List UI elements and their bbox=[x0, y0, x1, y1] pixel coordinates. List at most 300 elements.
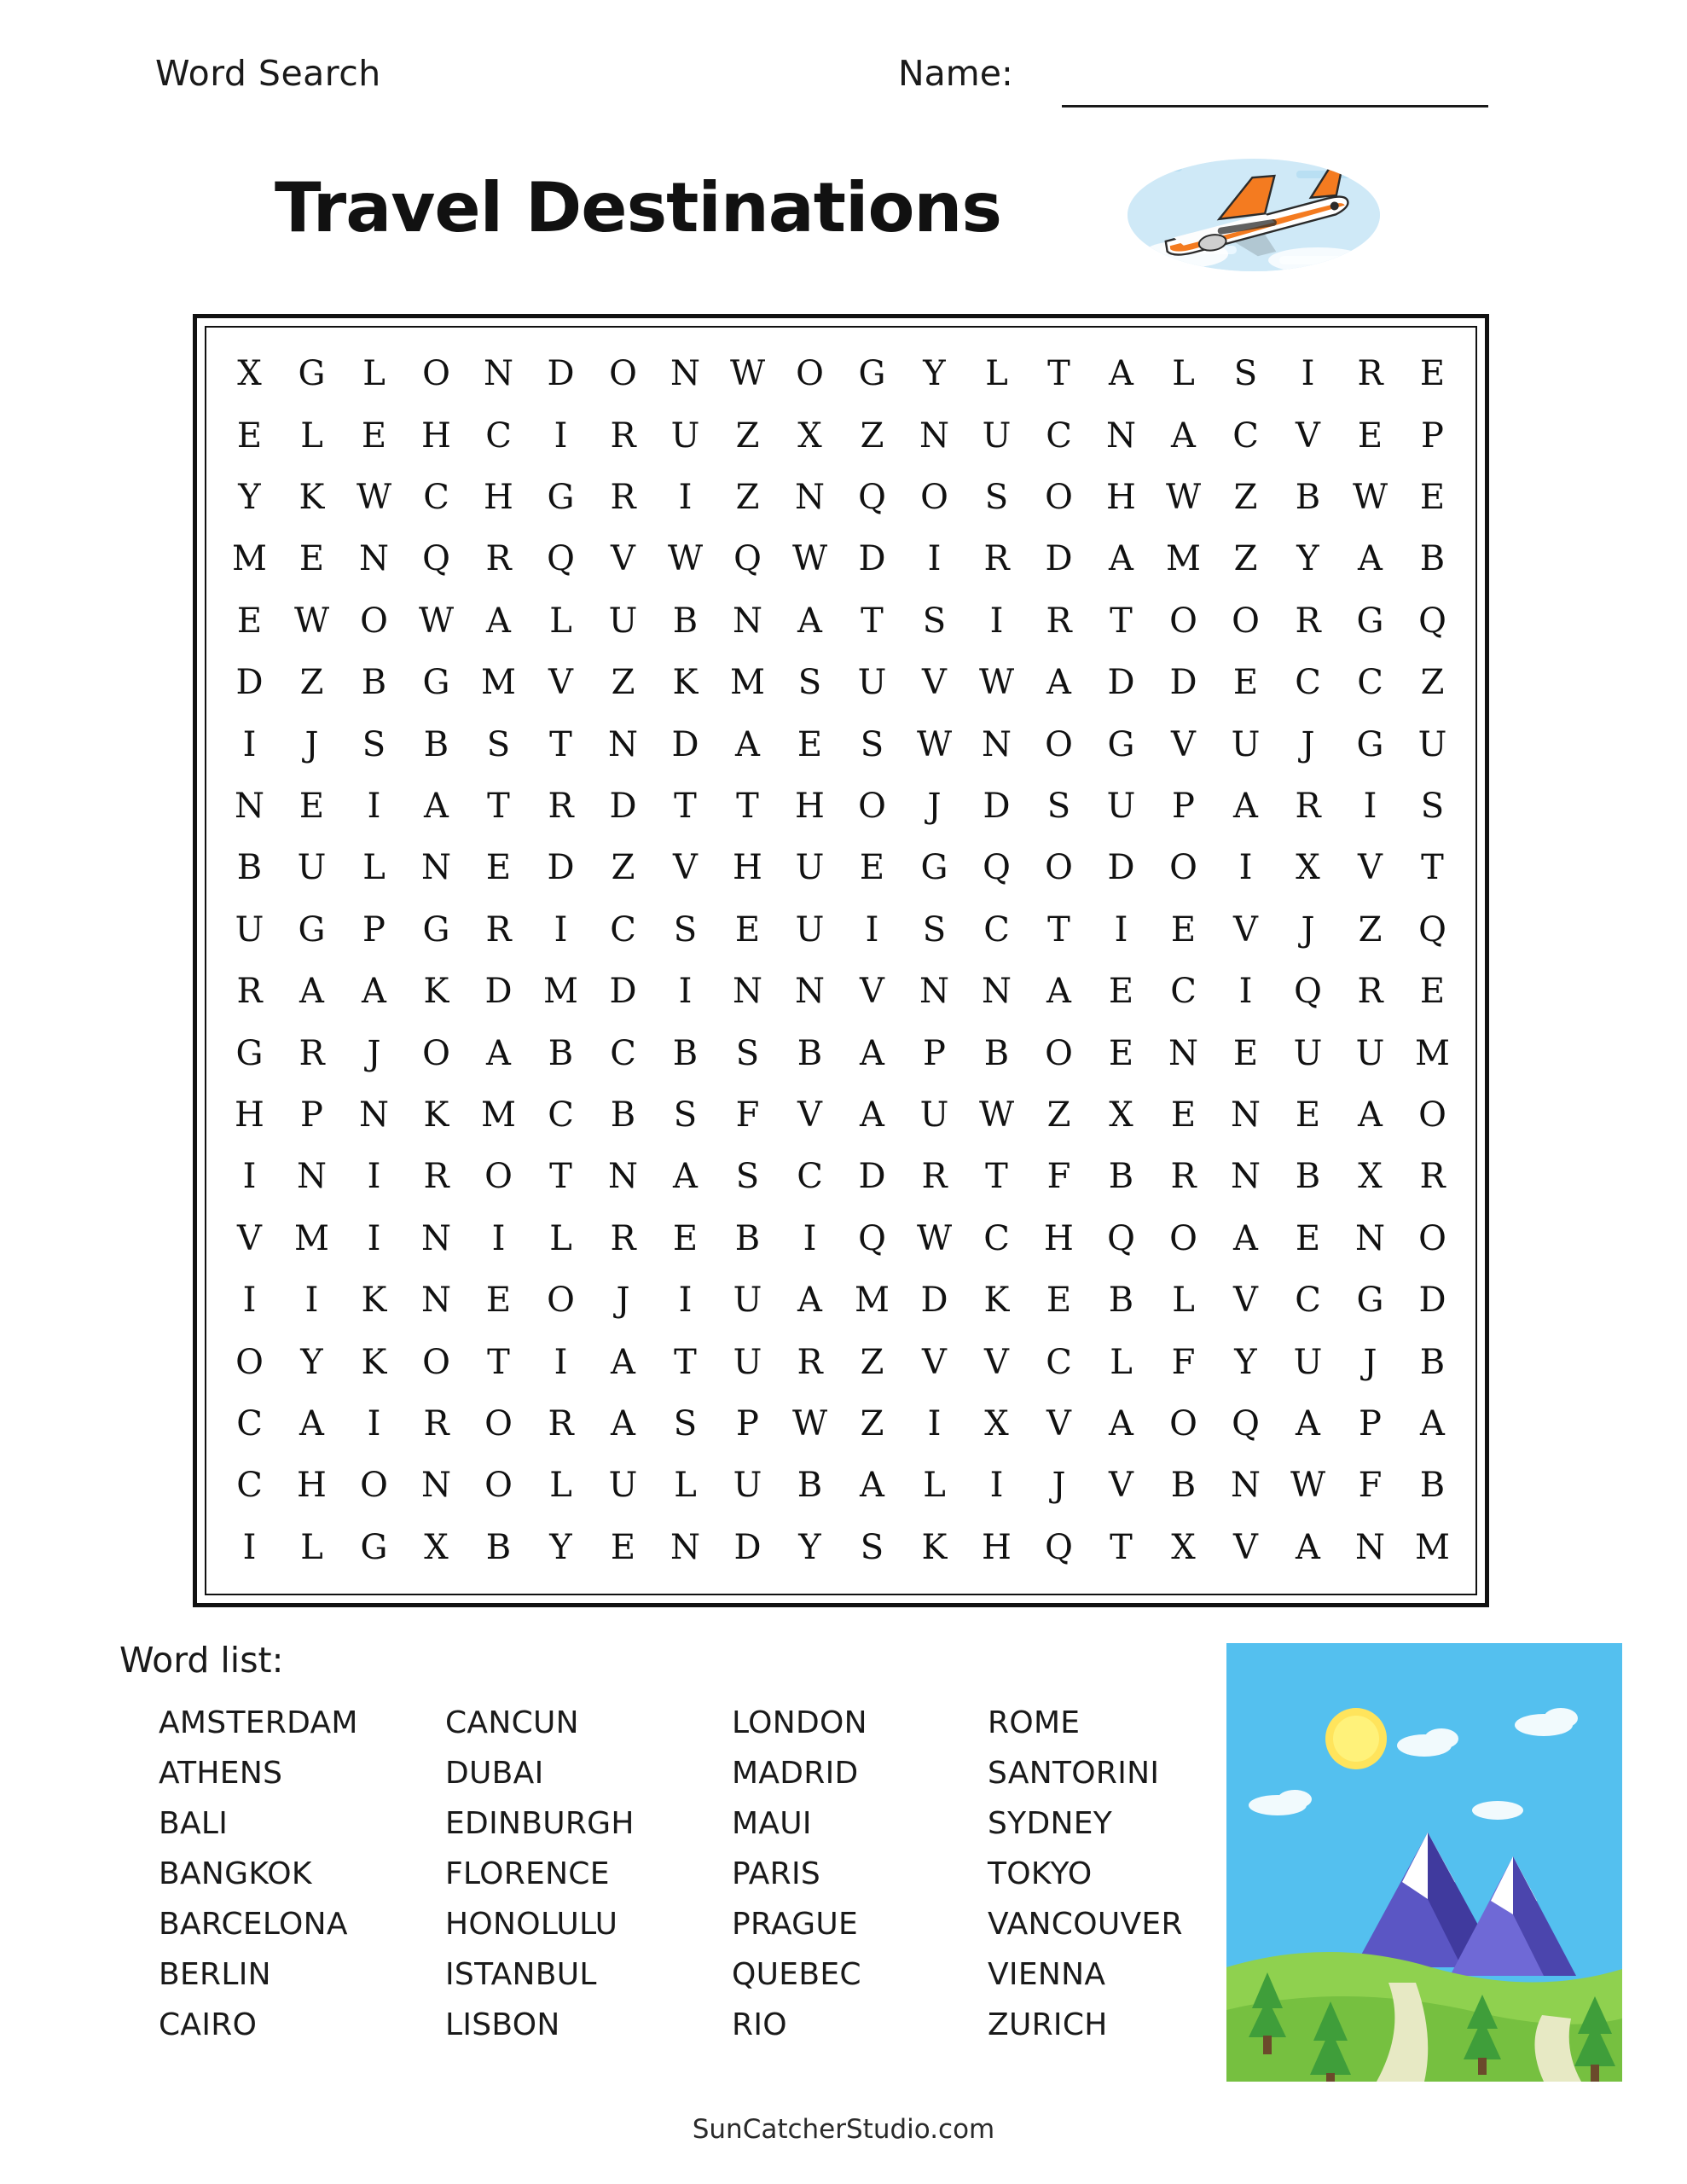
grid-cell[interactable]: V bbox=[1358, 848, 1383, 888]
grid-cell[interactable]: A bbox=[611, 1403, 635, 1443]
grid-cell[interactable]: S bbox=[860, 724, 884, 764]
grid-cell[interactable]: B bbox=[1419, 1466, 1446, 1506]
word-list-item[interactable]: HONOLULU bbox=[445, 1907, 618, 1942]
grid-cell[interactable]: S bbox=[1233, 354, 1258, 394]
grid-cell[interactable]: B bbox=[485, 1527, 512, 1567]
grid-cell[interactable]: R bbox=[610, 415, 636, 456]
grid-cell[interactable]: I bbox=[1301, 354, 1315, 394]
grid-cell[interactable]: N bbox=[421, 848, 451, 888]
grid-cell[interactable]: R bbox=[236, 972, 263, 1012]
grid-cell[interactable]: E bbox=[1419, 972, 1446, 1012]
grid-cell[interactable]: P bbox=[923, 1033, 946, 1073]
grid-cell[interactable]: R bbox=[921, 1157, 948, 1197]
grid-cell[interactable]: S bbox=[673, 1403, 698, 1443]
grid-cell[interactable]: D bbox=[1107, 663, 1135, 703]
grid-cell[interactable]: U bbox=[795, 848, 825, 888]
grid-cell[interactable]: D bbox=[235, 663, 264, 703]
word-list-item[interactable]: BERLIN bbox=[159, 1957, 271, 1992]
grid-cell[interactable]: Q bbox=[1294, 972, 1322, 1012]
grid-cell[interactable]: R bbox=[1357, 972, 1383, 1012]
grid-cell[interactable]: A bbox=[362, 972, 386, 1012]
grid-cell[interactable]: A bbox=[1109, 1403, 1133, 1443]
grid-cell[interactable]: D bbox=[1107, 848, 1135, 888]
grid-cell[interactable]: Y bbox=[549, 1527, 572, 1567]
grid-cell[interactable]: A bbox=[1046, 972, 1071, 1012]
grid-cell[interactable]: B bbox=[734, 1218, 761, 1258]
grid-cell[interactable]: U bbox=[1355, 1033, 1385, 1073]
grid-cell[interactable]: Q bbox=[1045, 1527, 1073, 1567]
grid-cell[interactable]: O bbox=[422, 354, 450, 394]
grid-cell[interactable]: S bbox=[1420, 786, 1445, 826]
grid-cell[interactable]: W bbox=[978, 663, 1015, 703]
grid-cell[interactable]: B bbox=[983, 1033, 1010, 1073]
grid-cell[interactable]: Z bbox=[860, 1342, 884, 1382]
grid-cell[interactable]: B bbox=[797, 1466, 823, 1506]
grid-cell[interactable]: E bbox=[672, 1218, 699, 1258]
grid-cell[interactable]: E bbox=[1295, 1218, 1321, 1258]
grid-cell[interactable]: W bbox=[1290, 1466, 1326, 1506]
grid-cell[interactable]: G bbox=[422, 663, 450, 703]
grid-cell[interactable]: N bbox=[608, 724, 638, 764]
grid-cell[interactable]: A bbox=[611, 1342, 635, 1382]
word-list-item[interactable]: BARCELONA bbox=[159, 1907, 348, 1942]
grid-cell[interactable]: V bbox=[673, 848, 698, 888]
grid-cell[interactable]: D bbox=[547, 354, 575, 394]
grid-cell[interactable]: G bbox=[1356, 724, 1384, 764]
grid-cell[interactable]: S bbox=[860, 1527, 884, 1567]
word-list-item[interactable]: ATHENS bbox=[159, 1756, 283, 1791]
grid-cell[interactable]: V bbox=[922, 663, 947, 703]
grid-cell[interactable]: O bbox=[1045, 724, 1073, 764]
grid-cell[interactable]: N bbox=[670, 354, 700, 394]
grid-cell[interactable]: W bbox=[916, 724, 953, 764]
grid-cell[interactable]: B bbox=[1295, 477, 1321, 517]
grid-cell[interactable]: W bbox=[667, 539, 704, 579]
grid-cell[interactable]: K bbox=[423, 1095, 449, 1135]
grid-cell[interactable]: B bbox=[361, 663, 387, 703]
grid-cell[interactable]: E bbox=[1419, 354, 1446, 394]
grid-cell[interactable]: N bbox=[1355, 1527, 1385, 1567]
grid-cell[interactable]: E bbox=[236, 601, 263, 641]
grid-cell[interactable]: T bbox=[674, 786, 697, 826]
grid-cell[interactable]: T bbox=[1110, 601, 1133, 641]
grid-cell[interactable]: T bbox=[1047, 354, 1070, 394]
grid-cell[interactable]: V bbox=[1233, 1281, 1258, 1321]
grid-cell[interactable]: K bbox=[423, 972, 449, 1012]
grid-cell[interactable]: N bbox=[1355, 1218, 1385, 1258]
grid-cell[interactable]: D bbox=[983, 786, 1011, 826]
grid-cell[interactable]: T bbox=[549, 1157, 572, 1197]
grid-cell[interactable]: H bbox=[484, 477, 513, 517]
grid-cell[interactable]: N bbox=[359, 1095, 389, 1135]
grid-cell[interactable]: O bbox=[1418, 1218, 1446, 1258]
grid-cell[interactable]: D bbox=[1045, 539, 1073, 579]
grid-cell[interactable]: L bbox=[1172, 354, 1195, 394]
grid-cell[interactable]: N bbox=[670, 1527, 700, 1567]
grid-cell[interactable]: G bbox=[360, 1527, 388, 1567]
grid-cell[interactable]: S bbox=[673, 909, 698, 950]
grid-cell[interactable]: L bbox=[923, 1466, 946, 1506]
grid-cell[interactable]: E bbox=[1232, 1033, 1259, 1073]
word-list-item[interactable]: CANCUN bbox=[445, 1705, 579, 1740]
grid-cell[interactable]: Y bbox=[923, 354, 946, 394]
grid-cell[interactable]: O bbox=[1045, 1033, 1073, 1073]
grid-cell[interactable]: N bbox=[421, 1466, 451, 1506]
grid-cell[interactable]: I bbox=[678, 1281, 693, 1321]
grid-cell[interactable]: O bbox=[484, 1466, 513, 1506]
grid-cell[interactable]: I bbox=[1238, 848, 1253, 888]
grid-cell[interactable]: H bbox=[795, 786, 825, 826]
grid-cell[interactable]: Q bbox=[1418, 909, 1446, 950]
grid-cell[interactable]: Z bbox=[1233, 539, 1258, 579]
grid-cell[interactable]: E bbox=[797, 724, 823, 764]
word-list-item[interactable]: PRAGUE bbox=[732, 1907, 859, 1942]
grid-cell[interactable]: X bbox=[1296, 848, 1320, 888]
grid-cell[interactable]: Z bbox=[735, 477, 760, 517]
word-search-grid[interactable] bbox=[193, 314, 1489, 1607]
grid-cell[interactable]: J bbox=[1363, 1342, 1377, 1382]
grid-cell[interactable]: V bbox=[1233, 1527, 1258, 1567]
word-list-item[interactable]: AMSTERDAM bbox=[159, 1705, 358, 1740]
grid-cell[interactable]: D bbox=[484, 972, 513, 1012]
grid-cell[interactable]: I bbox=[367, 1157, 381, 1197]
grid-cell[interactable]: G bbox=[1107, 724, 1135, 764]
grid-cell[interactable]: A bbox=[735, 724, 760, 764]
grid-cell[interactable]: A bbox=[299, 1403, 324, 1443]
grid-cell[interactable]: T bbox=[1047, 909, 1070, 950]
grid-cell[interactable]: L bbox=[1110, 1342, 1133, 1382]
grid-cell[interactable]: U bbox=[235, 909, 264, 950]
grid-cell[interactable]: M bbox=[730, 663, 765, 703]
grid-cell[interactable]: Q bbox=[547, 539, 575, 579]
grid-cell[interactable]: K bbox=[921, 1527, 948, 1567]
grid-cell[interactable]: Q bbox=[1232, 1403, 1260, 1443]
grid-cell[interactable]: R bbox=[610, 477, 636, 517]
grid-cell[interactable]: V bbox=[1296, 415, 1320, 456]
grid-cell[interactable]: E bbox=[1232, 663, 1259, 703]
grid-cell[interactable]: U bbox=[733, 1466, 762, 1506]
grid-cell[interactable]: U bbox=[297, 848, 327, 888]
grid-cell[interactable]: W bbox=[729, 354, 766, 394]
grid-cell[interactable]: B bbox=[1295, 1157, 1321, 1197]
grid-cell[interactable]: H bbox=[1044, 1218, 1074, 1258]
grid-cell[interactable]: E bbox=[1170, 909, 1197, 950]
grid-cell[interactable]: N bbox=[1231, 1157, 1261, 1197]
grid-cell[interactable]: C bbox=[236, 1403, 263, 1443]
grid-cell[interactable]: O bbox=[360, 601, 388, 641]
grid-cell[interactable]: Q bbox=[983, 848, 1011, 888]
word-list-item[interactable]: BALI bbox=[159, 1806, 229, 1841]
grid-cell[interactable]: A bbox=[1233, 786, 1258, 826]
word-list-item[interactable]: QUEBEC bbox=[732, 1957, 861, 1992]
grid-cell[interactable]: J bbox=[1301, 909, 1315, 950]
grid-cell[interactable]: T bbox=[487, 1342, 510, 1382]
grid-cell[interactable]: H bbox=[235, 1095, 264, 1135]
grid-cell[interactable]: R bbox=[1295, 601, 1321, 641]
grid-cell[interactable]: O bbox=[547, 1281, 575, 1321]
grid-cell[interactable]: Z bbox=[1233, 477, 1258, 517]
word-list-item[interactable]: EDINBURGH bbox=[445, 1806, 635, 1841]
grid-cell[interactable]: P bbox=[1359, 1403, 1382, 1443]
grid-cell[interactable]: G bbox=[298, 909, 326, 950]
grid-cell[interactable]: C bbox=[610, 1033, 636, 1073]
grid-cell[interactable]: U bbox=[733, 1281, 762, 1321]
grid-cell[interactable]: R bbox=[1046, 601, 1072, 641]
grid-cell[interactable]: U bbox=[1106, 786, 1136, 826]
grid-cell[interactable]: K bbox=[361, 1342, 387, 1382]
grid-cell[interactable]: E bbox=[361, 415, 387, 456]
grid-cell[interactable]: D bbox=[671, 724, 699, 764]
grid-cell[interactable]: B bbox=[672, 1033, 699, 1073]
grid-cell[interactable]: Q bbox=[858, 1218, 886, 1258]
word-list-item[interactable]: VIENNA bbox=[988, 1957, 1106, 1992]
grid-cell[interactable]: H bbox=[421, 415, 451, 456]
grid-cell[interactable]: L bbox=[362, 354, 386, 394]
grid-cell[interactable]: T bbox=[985, 1157, 1008, 1197]
grid-cell[interactable]: E bbox=[1046, 1281, 1072, 1321]
grid-cell[interactable]: V bbox=[611, 539, 635, 579]
grid-cell[interactable]: W bbox=[418, 601, 455, 641]
grid-cell[interactable]: C bbox=[797, 1157, 823, 1197]
grid-cell[interactable]: H bbox=[982, 1527, 1012, 1567]
grid-cell[interactable]: G bbox=[920, 848, 948, 888]
grid-cell[interactable]: W bbox=[1165, 477, 1202, 517]
grid-cell[interactable]: C bbox=[485, 415, 512, 456]
grid-cell[interactable]: A bbox=[299, 972, 324, 1012]
grid-cell[interactable]: R bbox=[299, 1033, 325, 1073]
grid-cell[interactable]: C bbox=[1357, 663, 1383, 703]
grid-cell[interactable]: S bbox=[362, 724, 386, 764]
grid-cell[interactable]: M bbox=[855, 1281, 890, 1321]
grid-cell[interactable]: A bbox=[860, 1095, 884, 1135]
grid-cell[interactable]: N bbox=[297, 1157, 327, 1197]
grid-cell[interactable]: U bbox=[1293, 1033, 1323, 1073]
grid-cell[interactable]: V bbox=[797, 1095, 822, 1135]
grid-cell[interactable]: L bbox=[300, 1527, 323, 1567]
grid-cell[interactable]: A bbox=[797, 601, 822, 641]
grid-cell[interactable]: I bbox=[989, 1466, 1004, 1506]
grid-cell[interactable]: U bbox=[670, 415, 700, 456]
grid-cell[interactable]: L bbox=[1172, 1281, 1195, 1321]
grid-cell[interactable]: T bbox=[549, 724, 572, 764]
grid-cell[interactable]: R bbox=[548, 1403, 574, 1443]
grid-cell[interactable]: P bbox=[362, 909, 386, 950]
grid-cell[interactable]: O bbox=[360, 1466, 388, 1506]
grid-cell[interactable]: Z bbox=[860, 1403, 884, 1443]
grid-cell[interactable]: I bbox=[678, 972, 693, 1012]
grid-cell[interactable]: K bbox=[983, 1281, 1010, 1321]
grid-cell[interactable]: O bbox=[920, 477, 948, 517]
grid-cell[interactable]: N bbox=[795, 972, 825, 1012]
grid-cell[interactable]: S bbox=[673, 1095, 698, 1135]
grid-cell[interactable]: O bbox=[1169, 1403, 1197, 1443]
grid-cell[interactable]: G bbox=[1356, 1281, 1384, 1321]
grid-cell[interactable]: S bbox=[486, 724, 511, 764]
grid-cell[interactable]: X bbox=[1109, 1095, 1133, 1135]
grid-cell[interactable]: X bbox=[237, 354, 262, 394]
grid-cell[interactable]: B bbox=[1170, 1466, 1197, 1506]
grid-cell[interactable]: B bbox=[672, 601, 699, 641]
word-list-item[interactable]: DUBAI bbox=[445, 1756, 544, 1791]
grid-cell[interactable]: L bbox=[674, 1466, 697, 1506]
grid-cell[interactable]: U bbox=[608, 601, 638, 641]
grid-cell[interactable]: W bbox=[1352, 477, 1388, 517]
grid-cell[interactable]: K bbox=[672, 663, 699, 703]
grid-cell[interactable]: Q bbox=[1107, 1218, 1135, 1258]
word-list-item[interactable]: ZURICH bbox=[988, 2007, 1108, 2042]
grid-cell[interactable]: M bbox=[481, 663, 516, 703]
grid-cell[interactable]: R bbox=[1295, 786, 1321, 826]
word-list-item[interactable]: ISTANBUL bbox=[445, 1957, 597, 1992]
grid-cell[interactable]: L bbox=[362, 848, 386, 888]
grid-cell[interactable]: Q bbox=[858, 477, 886, 517]
grid-cell[interactable]: X bbox=[1171, 1527, 1196, 1567]
grid-cell[interactable]: G bbox=[422, 909, 450, 950]
grid-cell[interactable]: N bbox=[733, 972, 762, 1012]
grid-cell[interactable]: S bbox=[984, 477, 1009, 517]
grid-cell[interactable]: D bbox=[858, 1157, 886, 1197]
grid-cell[interactable]: T bbox=[1421, 848, 1444, 888]
grid-cell[interactable]: Z bbox=[1046, 1095, 1071, 1135]
grid-cell[interactable]: O bbox=[1169, 848, 1197, 888]
word-list-item[interactable]: MAUI bbox=[732, 1806, 812, 1841]
grid-cell[interactable]: N bbox=[1106, 415, 1136, 456]
grid-cell[interactable]: A bbox=[860, 1033, 884, 1073]
grid-cell[interactable]: D bbox=[1418, 1281, 1446, 1321]
grid-cell[interactable]: X bbox=[797, 415, 822, 456]
grid-cell[interactable]: M bbox=[1415, 1033, 1450, 1073]
grid-cell[interactable]: R bbox=[1419, 1157, 1446, 1197]
grid-cell[interactable]: D bbox=[920, 1281, 948, 1321]
grid-cell[interactable]: Z bbox=[860, 415, 884, 456]
grid-cell[interactable]: D bbox=[1169, 663, 1197, 703]
grid-cell[interactable]: D bbox=[858, 539, 886, 579]
grid-cell[interactable]: O bbox=[1045, 848, 1073, 888]
grid-cell[interactable]: M bbox=[1415, 1527, 1450, 1567]
grid-cell[interactable]: O bbox=[235, 1342, 264, 1382]
grid-cell[interactable]: Q bbox=[733, 539, 762, 579]
grid-cell[interactable]: V bbox=[237, 1218, 262, 1258]
grid-cell[interactable]: A bbox=[1046, 663, 1071, 703]
grid-cell[interactable]: B bbox=[797, 1033, 823, 1073]
grid-cell[interactable]: O bbox=[484, 1157, 513, 1197]
grid-cell[interactable]: N bbox=[982, 724, 1012, 764]
grid-cell[interactable]: W bbox=[293, 601, 330, 641]
grid-cell[interactable]: A bbox=[673, 1157, 698, 1197]
grid-cell[interactable]: A bbox=[860, 1466, 884, 1506]
grid-cell[interactable]: U bbox=[608, 1466, 638, 1506]
grid-cell[interactable]: H bbox=[297, 1466, 327, 1506]
grid-cell[interactable]: B bbox=[423, 724, 449, 764]
grid-cell[interactable]: G bbox=[547, 477, 575, 517]
grid-cell[interactable]: T bbox=[736, 786, 759, 826]
grid-cell[interactable]: I bbox=[367, 786, 381, 826]
grid-cell[interactable]: J bbox=[1052, 1466, 1066, 1506]
grid-cell[interactable]: T bbox=[487, 786, 510, 826]
grid-cell[interactable]: K bbox=[361, 1281, 387, 1321]
grid-cell[interactable]: N bbox=[1231, 1466, 1261, 1506]
grid-cell[interactable]: A bbox=[1109, 539, 1133, 579]
grid-cell[interactable]: W bbox=[791, 539, 828, 579]
grid-cell[interactable]: C bbox=[610, 909, 636, 950]
grid-cell[interactable]: R bbox=[983, 539, 1010, 579]
grid-cell[interactable]: S bbox=[797, 663, 822, 703]
grid-cell[interactable]: N bbox=[1231, 1095, 1261, 1135]
grid-cell[interactable]: U bbox=[982, 415, 1012, 456]
grid-cell[interactable]: N bbox=[919, 415, 949, 456]
grid-cell[interactable]: W bbox=[356, 477, 392, 517]
grid-cell[interactable]: V bbox=[1171, 724, 1196, 764]
grid-cell[interactable]: U bbox=[1417, 724, 1447, 764]
grid-cell[interactable]: R bbox=[797, 1342, 823, 1382]
grid-cell[interactable]: E bbox=[734, 909, 761, 950]
grid-cell[interactable]: V bbox=[922, 1342, 947, 1382]
grid-cell[interactable]: S bbox=[1046, 786, 1071, 826]
grid-cell[interactable]: D bbox=[547, 848, 575, 888]
grid-cell[interactable]: Q bbox=[422, 539, 450, 579]
grid-cell[interactable]: E bbox=[299, 539, 325, 579]
grid-cell[interactable]: W bbox=[978, 1095, 1015, 1135]
grid-cell[interactable]: I bbox=[803, 1218, 817, 1258]
grid-cell[interactable]: A bbox=[1296, 1527, 1320, 1567]
grid-cell[interactable]: N bbox=[795, 477, 825, 517]
word-list-item[interactable]: LONDON bbox=[732, 1705, 867, 1740]
grid-cell[interactable]: I bbox=[927, 1403, 942, 1443]
grid-cell[interactable]: I bbox=[367, 1218, 381, 1258]
word-list-item[interactable]: FLORENCE bbox=[445, 1856, 610, 1891]
grid-cell[interactable]: U bbox=[1293, 1342, 1323, 1382]
grid-cell[interactable]: R bbox=[610, 1218, 636, 1258]
grid-cell[interactable]: Z bbox=[735, 415, 760, 456]
grid-cell[interactable]: D bbox=[609, 786, 637, 826]
grid-cell[interactable]: Z bbox=[1358, 909, 1383, 950]
grid-cell[interactable]: C bbox=[983, 909, 1010, 950]
grid-cell[interactable]: Q bbox=[1418, 601, 1446, 641]
grid-cell[interactable]: O bbox=[1232, 601, 1260, 641]
grid-cell[interactable]: F bbox=[735, 1095, 760, 1135]
word-list-item[interactable]: CAIRO bbox=[159, 2007, 258, 2042]
grid-cell[interactable]: V bbox=[860, 972, 884, 1012]
grid-cell[interactable]: R bbox=[423, 1403, 449, 1443]
grid-cell[interactable]: S bbox=[735, 1157, 760, 1197]
grid-cell[interactable]: B bbox=[1419, 539, 1446, 579]
grid-cell[interactable]: G bbox=[298, 354, 326, 394]
grid-cell[interactable]: B bbox=[1108, 1157, 1134, 1197]
grid-cell[interactable]: A bbox=[1296, 1403, 1320, 1443]
grid-cell[interactable]: R bbox=[423, 1157, 449, 1197]
grid-cell[interactable]: I bbox=[1363, 786, 1377, 826]
grid-cell[interactable]: T bbox=[1110, 1527, 1133, 1567]
grid-cell[interactable]: T bbox=[861, 601, 884, 641]
grid-cell[interactable]: O bbox=[1169, 601, 1197, 641]
grid-cell[interactable]: A bbox=[797, 1281, 822, 1321]
grid-cell[interactable]: I bbox=[242, 724, 257, 764]
grid-cell[interactable]: L bbox=[549, 1218, 572, 1258]
grid-cell[interactable]: E bbox=[1108, 972, 1134, 1012]
grid-cell[interactable]: G bbox=[235, 1033, 264, 1073]
grid-cell[interactable]: O bbox=[858, 786, 886, 826]
word-list-item[interactable]: LISBON bbox=[445, 2007, 560, 2042]
grid-cell[interactable]: I bbox=[304, 1281, 319, 1321]
grid-cell[interactable]: C bbox=[423, 477, 449, 517]
grid-cell[interactable]: I bbox=[242, 1527, 257, 1567]
grid-cell[interactable]: U bbox=[857, 663, 887, 703]
grid-cell[interactable]: N bbox=[484, 354, 513, 394]
grid-cell[interactable]: I bbox=[242, 1281, 257, 1321]
grid-cell[interactable]: I bbox=[989, 601, 1004, 641]
grid-cell[interactable]: S bbox=[735, 1033, 760, 1073]
grid-cell[interactable]: Y bbox=[238, 477, 261, 517]
